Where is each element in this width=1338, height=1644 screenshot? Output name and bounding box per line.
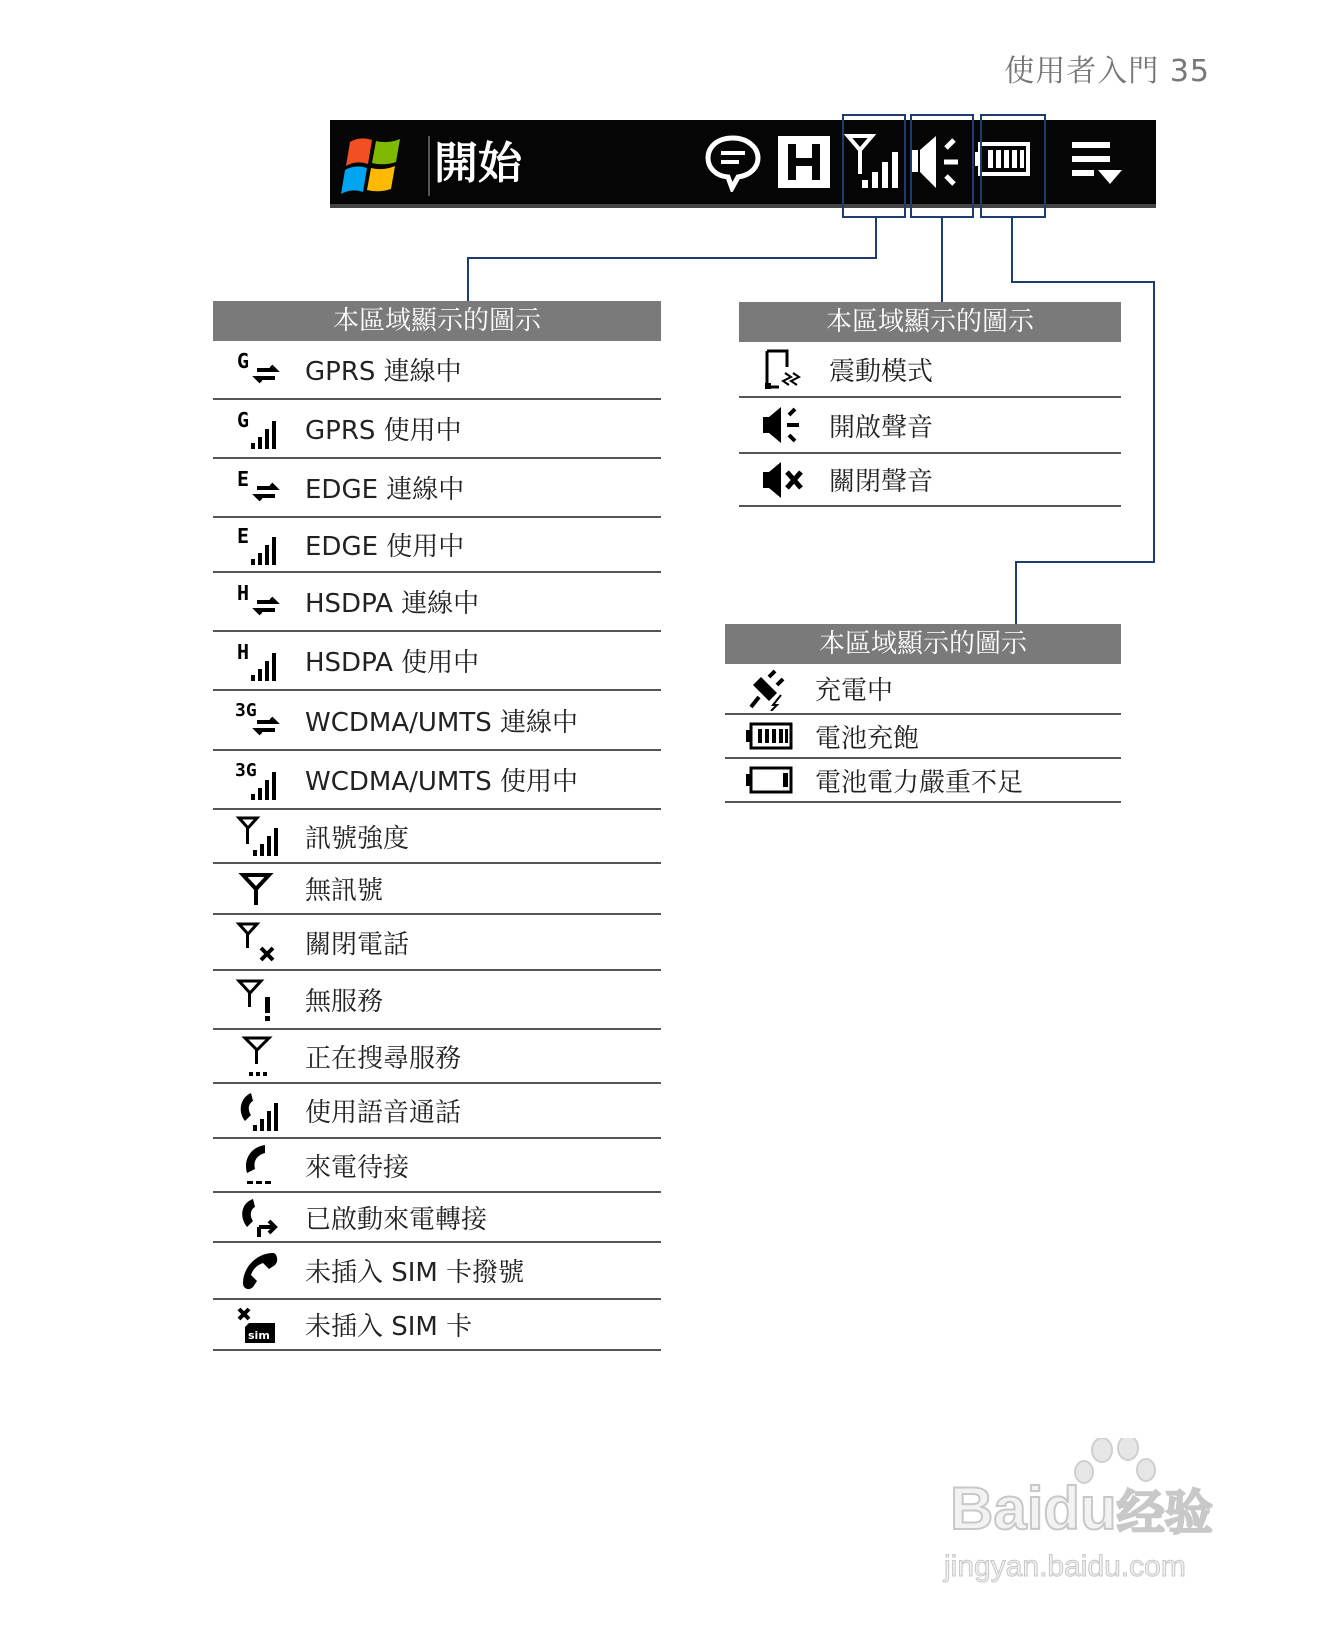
- battery-low-icon: [725, 765, 815, 795]
- row-label: EDGE 使用中: [305, 532, 465, 562]
- table-row: [725, 759, 1121, 803]
- svg-text:E: E: [237, 466, 250, 491]
- battery-full-icon: [725, 721, 815, 751]
- table-row: [739, 342, 1121, 398]
- hsdpa-connected-icon: [213, 580, 305, 624]
- row-label: 使用語音通話: [305, 1098, 462, 1128]
- svg-text:sim: sim: [248, 1328, 270, 1342]
- dial-no-sim-icon: [213, 1249, 305, 1293]
- gprs-in-use-icon: [213, 407, 305, 451]
- table-header: 本區域顯示的圖示: [213, 301, 661, 341]
- start-button[interactable]: 開始: [434, 138, 522, 189]
- table-row: [739, 454, 1121, 507]
- wcdma-connected-icon: [213, 698, 305, 742]
- row-label: 已啟動來電轉接: [305, 1204, 488, 1235]
- table-row: [725, 664, 1121, 715]
- table-row: [725, 715, 1121, 759]
- table-row: [213, 691, 661, 751]
- row-label: 未插入 SIM 卡: [305, 1312, 473, 1342]
- battery-icons-table: [725, 624, 1121, 803]
- table-row: [213, 573, 661, 632]
- row-label: WCDMA/UMTS 使用中: [305, 767, 578, 797]
- table-row: [213, 341, 661, 400]
- call-waiting-icon: [213, 1143, 305, 1187]
- row-label: EDGE 連線中: [305, 475, 465, 505]
- watermark-brand: Baidu经验: [950, 1475, 1213, 1542]
- page-number: 35: [1169, 54, 1210, 89]
- wcdma-in-use-icon: [213, 758, 305, 802]
- sound-icons-table: [739, 302, 1121, 507]
- gprs-connected-icon: [213, 348, 305, 392]
- table-row: [213, 1030, 661, 1084]
- row-label: 無訊號: [305, 876, 384, 906]
- table-header: 本區域顯示的圖示: [739, 302, 1121, 342]
- row-label: GPRS 連線中: [305, 357, 462, 387]
- no-signal-icon: [213, 869, 305, 909]
- voice-call-icon: [213, 1089, 305, 1133]
- svg-text:G: G: [237, 348, 250, 373]
- table-row: [213, 915, 661, 971]
- table-header: 本區域顯示的圖示: [725, 624, 1121, 664]
- table-row: [213, 1300, 661, 1351]
- row-label: 開啟聲音: [829, 412, 934, 443]
- table-row: [213, 632, 661, 691]
- vibrate-icon: [739, 347, 829, 391]
- row-label: 電池電力嚴重不足: [815, 767, 1024, 798]
- baidu-watermark: [944, 1438, 1250, 1592]
- table-row: [213, 1193, 661, 1243]
- table-row: [739, 398, 1121, 454]
- row-label: 關閉電話: [305, 929, 410, 960]
- hsdpa-in-use-icon: [213, 639, 305, 683]
- row-label: 來電待接: [305, 1152, 410, 1183]
- no-sim-icon: [213, 1305, 305, 1345]
- row-label: 正在搜尋服務: [305, 1043, 462, 1074]
- svg-text:H: H: [237, 580, 250, 605]
- row-label: 訊號強度: [305, 823, 410, 854]
- row-label: HSDPA 連線中: [305, 589, 480, 619]
- table-row: [213, 1084, 661, 1139]
- table-row: [213, 810, 661, 864]
- row-label: 電池充飽: [815, 723, 920, 754]
- table-row: [213, 1139, 661, 1193]
- row-label: WCDMA/UMTS 連線中: [305, 707, 578, 738]
- row-label: 未插入 SIM 卡撥號: [305, 1258, 525, 1288]
- table-row: [213, 518, 661, 573]
- call-forwarding-icon: [213, 1195, 305, 1239]
- row-label: 無服務: [305, 987, 384, 1017]
- phone-off-icon: [213, 920, 305, 964]
- table-row: [213, 751, 661, 810]
- table-row: [213, 400, 661, 459]
- no-service-icon: [213, 977, 305, 1023]
- table-row: [213, 459, 661, 518]
- row-label: 關閉聲音: [829, 467, 934, 497]
- row-label: 充電中: [815, 676, 894, 706]
- table-row: [213, 971, 661, 1030]
- svg-text:3G: 3G: [235, 759, 257, 781]
- charging-icon: [725, 667, 815, 711]
- row-label: GPRS 使用中: [305, 416, 462, 446]
- signal-strength-icon: [213, 814, 305, 858]
- row-label: 震動模式: [829, 356, 934, 387]
- row-label: HSDPA 使用中: [305, 648, 480, 678]
- table-row: [213, 864, 661, 915]
- page-header-title: 使用者入門: [1004, 54, 1160, 89]
- searching-service-icon: [213, 1034, 305, 1078]
- sound-on-icon: [739, 405, 829, 445]
- watermark-url: jingyan.baidu.com: [944, 1550, 1186, 1583]
- sound-off-icon: [739, 460, 829, 500]
- svg-text:H: H: [237, 639, 250, 664]
- svg-text:G: G: [237, 407, 250, 432]
- signal-icons-table: [213, 301, 661, 1351]
- edge-in-use-icon: [213, 523, 305, 567]
- edge-connected-icon: [213, 466, 305, 510]
- table-row: [213, 1243, 661, 1300]
- svg-text:3G: 3G: [235, 700, 257, 721]
- svg-text:E: E: [237, 523, 250, 548]
